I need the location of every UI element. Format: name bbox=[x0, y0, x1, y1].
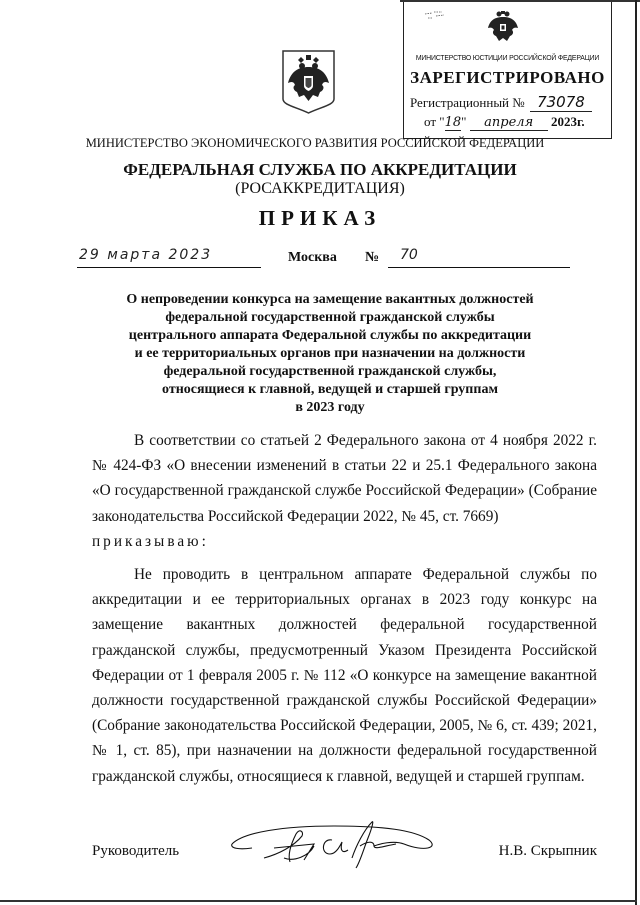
subject-line: и ее территориальных органов при назначении на должности bbox=[134, 346, 526, 361]
subject-line: федеральной государственной гражданской службы bbox=[165, 310, 495, 325]
stamp-status: ЗАРЕГИСТРИРОВАНО bbox=[410, 68, 605, 87]
order-word: приказываю: bbox=[92, 532, 209, 550]
order-paragraph: Не проводить в центральном аппарате Федеральной службы по аккредитации и ее территориальных органах в 2023 году конкурс на замещение вакантных должностей федеральной государственной гражданской службы, предусмотренный Указом Президента Российской Федерации от 1 февраля 2005 г. № 112 «О конкурсе на замещение вакантной должности государственной гражданской службы Российской Федерации» (Собрание законодательства Российской Федерации, 2005, № 6, ст. 439; 2021, № 1, ст. 85), при назначении на должности федеральной государственной гражданской службы, относящиеся к главной, ведущей и старшей группам. bbox=[92, 566, 597, 785]
stamp-ministry: МИНИСТЕРСТВО ЮСТИЦИИ РОССИЙСКОЙ ФЕДЕРАЦИИ bbox=[415, 53, 600, 62]
coat-of-arms-icon bbox=[281, 49, 336, 115]
order-meta-row bbox=[77, 247, 587, 271]
order-subject bbox=[100, 291, 560, 417]
stamp-coat-of-arms-icon bbox=[485, 8, 521, 44]
subject-line: относящиеся к главной, ведущей и старшей группам bbox=[162, 382, 498, 397]
page-edge-bottom bbox=[0, 900, 637, 902]
stamp-reg-label: Регистрационный № bbox=[410, 95, 525, 110]
stamp-date-quote: " bbox=[461, 114, 467, 129]
stamp-date-year: 2023г. bbox=[550, 114, 585, 129]
signatory-title: Руководитель bbox=[92, 843, 180, 859]
stamp-date-day: 18 bbox=[444, 115, 462, 130]
stamp-date-row bbox=[424, 114, 585, 131]
subject-line: федеральной государственной гражданской службы, bbox=[163, 364, 497, 379]
stamp-date-prefix: от " bbox=[424, 114, 445, 129]
stamp-reg-number-row bbox=[410, 93, 592, 112]
signatory-name: Н.В. Скрыпник bbox=[498, 843, 597, 859]
order-number-sign: № bbox=[365, 250, 380, 265]
agency-abbreviation: (РОСАККРЕДИТАЦИЯ) bbox=[235, 180, 405, 197]
registration-stamp bbox=[403, 2, 612, 139]
subject-line: О непроведении конкурса на замещение вакантных должностей bbox=[126, 292, 534, 307]
document-type: ПРИКАЗ bbox=[258, 206, 382, 230]
agency-name: ФЕДЕРАЛЬНАЯ СЛУЖБА ПО АККРЕДИТАЦИИ bbox=[123, 160, 517, 179]
stamp-date-month: апреля bbox=[470, 115, 548, 131]
signature-icon bbox=[224, 818, 469, 876]
preamble-paragraph bbox=[92, 428, 597, 554]
stamp-reg-number: 73078 bbox=[530, 93, 592, 112]
order-number: 70 bbox=[388, 247, 570, 268]
subject-line: в 2023 году bbox=[295, 400, 365, 415]
preamble-text: В соответствии со статьей 2 Федерального закона от 4 ноября 2022 г. № 424-ФЗ «О внесении изменений в статьи 22 и 25.1 Федерального закона «О государственной гражданской службе Российской Федерации» (Собрание законодательства Российской Федерации 2022, № 45, ст. 7669) bbox=[92, 432, 597, 525]
order-date: 29 марта 2023 bbox=[77, 247, 261, 268]
order-city: Москва bbox=[288, 250, 337, 265]
stamp-scribble-icon bbox=[424, 8, 450, 22]
subject-line: центрального аппарата Федеральной службы по аккредитации bbox=[128, 328, 532, 343]
ministry-name: МИНИСТЕРСТВО ЭКОНОМИЧЕСКОГО РАЗВИТИЯ РОССИЙСКОЙ ФЕДЕРАЦИИ bbox=[85, 136, 545, 150]
